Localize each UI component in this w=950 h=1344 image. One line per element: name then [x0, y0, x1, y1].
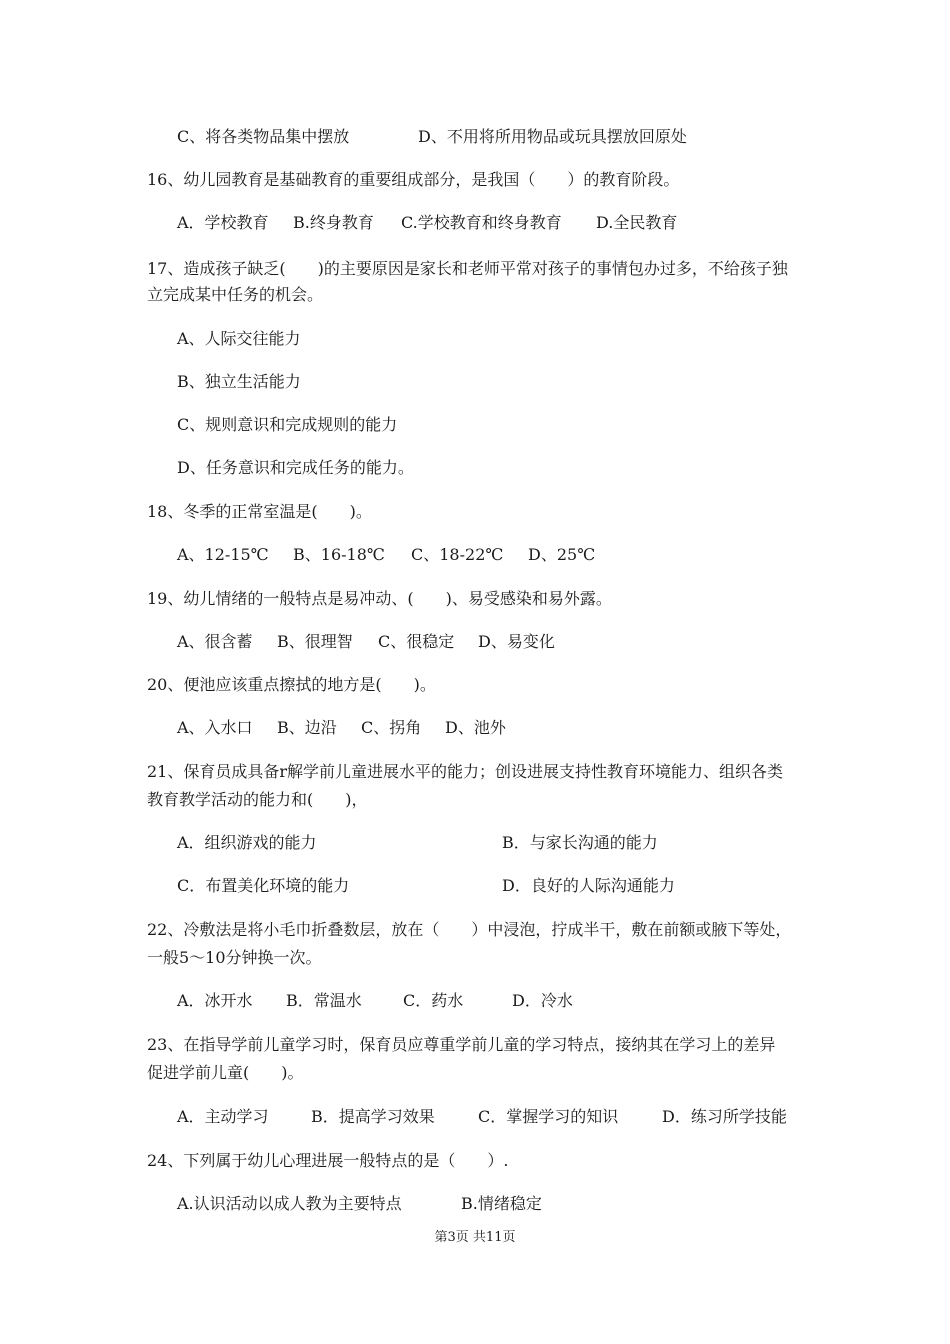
q22-option-d: D．冷水 — [512, 991, 573, 1010]
q21-option-d: D．良好的人际沟通能力 — [502, 876, 675, 895]
q18-stem: 18、冬季的正常室温是( )。 — [147, 502, 372, 521]
q19-option-a: A、很含蓄 — [177, 632, 253, 651]
q17-stem-line2: 立完成某中任务的机会。 — [147, 285, 324, 304]
q23-stem-line1: 23、在指导学前儿童学习时，保育员应尊重学前儿童的学习特点，接纳其在学习上的差异 — [147, 1035, 776, 1054]
q16-stem: 16、幼儿园教育是基础教育的重要组成部分，是我国（ ）的教育阶段。 — [147, 170, 680, 189]
q15-option-d: D、不用将所用物品或玩具摆放回原处 — [418, 127, 687, 146]
q22-stem-line2: 一般5～10分钟换一次。 — [147, 948, 322, 967]
q18-option-d: D、25℃ — [528, 545, 596, 564]
q18-option-a: A、12-15℃ — [177, 545, 269, 564]
q24-option-a: A.认识活动以成人教为主要特点 — [177, 1194, 402, 1213]
q20-option-a: A、入水口 — [177, 718, 253, 737]
q16-option-b: B.终身教育 — [293, 213, 374, 232]
q19-stem: 19、幼儿情绪的一般特点是易冲动、( )、易受感染和易外露。 — [147, 589, 612, 608]
q19-option-d: D、易变化 — [478, 632, 555, 651]
q21-option-c: C．布置美化环境的能力 — [177, 876, 350, 895]
q24-stem: 24、下列属于幼儿心理进展一般特点的是（ ）. — [147, 1151, 509, 1170]
q24-option-b: B.情绪稳定 — [461, 1194, 542, 1213]
q23-option-d: D．练习所学技能 — [662, 1107, 787, 1126]
q21-stem-line2: 教育教学活动的能力和( )， — [147, 790, 368, 809]
q22-option-c: C．药水 — [403, 991, 464, 1010]
q16-option-d: D.全民教育 — [596, 213, 678, 232]
q17-stem-line1: 17、造成孩子缺乏( )的主要原因是家长和老师平常对孩子的事情包办过多，不给孩子独 — [147, 259, 788, 278]
q20-option-c: C、拐角 — [361, 718, 422, 737]
q18-option-c: C、18-22℃ — [411, 545, 504, 564]
q17-option-c: C、规则意识和完成规则的能力 — [177, 415, 398, 434]
q17-option-a: A、人际交往能力 — [177, 329, 301, 348]
q21-stem-line1: 21、保育员成具备r解学前儿童进展水平的能力；创设进展支持性教育环境能力、组织各类 — [147, 762, 784, 781]
q20-stem: 20、便池应该重点擦拭的地方是( )。 — [147, 675, 436, 694]
q22-option-b: B．常温水 — [286, 991, 362, 1010]
q15-option-c: C、将各类物品集中摆放 — [177, 127, 350, 146]
q23-option-a: A．主动学习 — [177, 1107, 269, 1126]
q19-option-c: C、很稳定 — [378, 632, 455, 651]
q23-option-c: C．掌握学习的知识 — [478, 1107, 619, 1126]
q19-option-b: B、很理智 — [277, 632, 353, 651]
q20-option-b: B、边沿 — [277, 718, 337, 737]
q17-option-d: D、任务意识和完成任务的能力。 — [177, 458, 414, 477]
q23-option-b: B．提高学习效果 — [311, 1107, 435, 1126]
q21-option-b: B．与家长沟通的能力 — [502, 833, 658, 852]
q22-stem-line1: 22、冷敷法是将小毛巾折叠数层，放在（ ）中浸泡，拧成半干，敷在前额或腋下等处， — [147, 920, 792, 939]
q16-option-c: C.学校教育和终身教育 — [401, 213, 562, 232]
q18-option-b: B、16-18℃ — [293, 545, 385, 564]
q21-option-a: A．组织游戏的能力 — [177, 833, 317, 852]
page-footer: 第3页 共11页 — [434, 1230, 516, 1245]
q17-option-b: B、独立生活能力 — [177, 372, 301, 391]
q16-option-a: A．学校教育 — [177, 213, 269, 232]
q23-stem-line2: 促进学前儿童( )。 — [147, 1063, 304, 1082]
q22-option-a: A．冰开水 — [177, 991, 253, 1010]
q20-option-d: D、池外 — [445, 718, 506, 737]
